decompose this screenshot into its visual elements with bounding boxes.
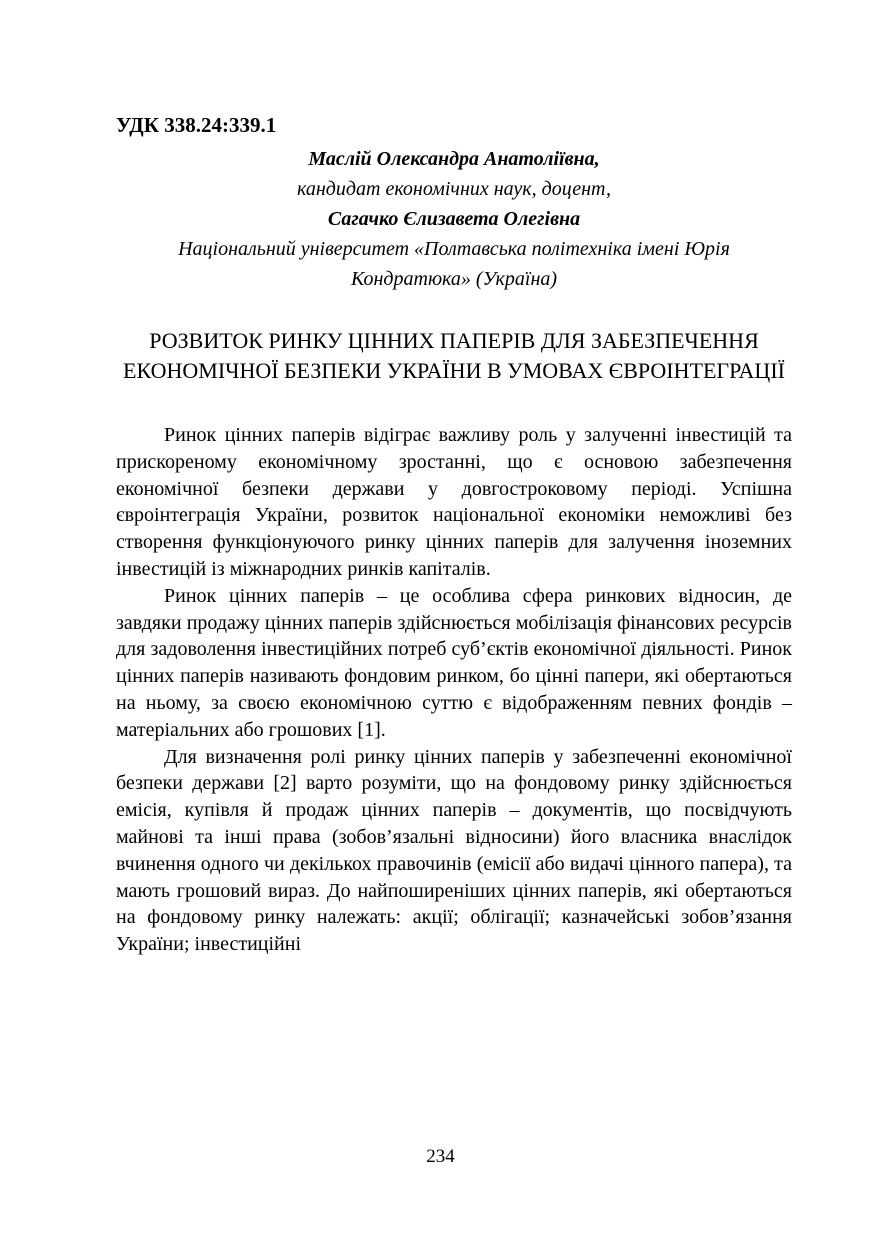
paragraph-2: Ринок цінних паперів – це особлива сфера ринкових відносин, де завдяки продажу цінних паперів здійснюється мобілізація фінансових ресурсів для задоволення інвестиційних потреб суб’єктів економічної діяльності. Ринок цінних паперів називають фондовим ринком, бо цінні папери, які обертаються на ньому, за своєю економічною суттю є відображенням певних фондів – матеріальних або грошових [1]. bbox=[116, 584, 792, 741]
paragraph-1: Ринок цінних паперів відіграє важливу роль у залученні інвестицій та прискореному економічному зростанні, що є основою забезпечення економічної безпеки держави у довгостроковому періоді. Успішна євроінтеграція України, розвиток національної економіки неможливі без створення функціонуючого ринку цінних паперів для залучення іноземних інвестицій із міжнародних ринків капіталів. bbox=[116, 424, 792, 580]
paragraph-3: Для визначення ролі ринку цінних паперів у забезпеченні економічної безпеки держави [2] варто розуміти, що на фондовому ринку здійснюється емісія, купівля й продаж цінних паперів – документів, що посвідчують майнові та інші права (зобов’язальні відносини) його власника внаслідок вчинення одного чи декількох правочинів (емісії або видачі цінного папера), та мають грошовий вираз. До найпоширеніших цінних паперів, які обертаються на фондовому ринку належать: акції; облігації; казначейські зобов’язання України; інвестиційні bbox=[116, 745, 792, 956]
author-2-name: Сагачко Єлизавета Олегівна bbox=[327, 208, 581, 230]
affiliation: Національний університет «Полтавська політехніка імені Юрія Кондратюка» (Україна) bbox=[178, 238, 730, 290]
page-number: 234 bbox=[426, 1146, 455, 1167]
udc-code: УДК 338.24:339.1 bbox=[116, 113, 277, 137]
author-1-name: Маслій Олександра Анатоліївна, bbox=[308, 148, 600, 170]
author-1-role: кандидат економічних наук, доцент, bbox=[297, 178, 611, 200]
article-title: РОЗВИТОК РИНКУ ЦІННИХ ПАПЕРІВ ДЛЯ ЗАБЕЗПЕЧЕННЯ ЕКОНОМІЧНОЇ БЕЗПЕКИ УКРАЇНИ В УМОВАХ ЄВРОІНТЕГРАЦІЇ bbox=[123, 328, 785, 383]
page-content bbox=[116, 110, 792, 958]
